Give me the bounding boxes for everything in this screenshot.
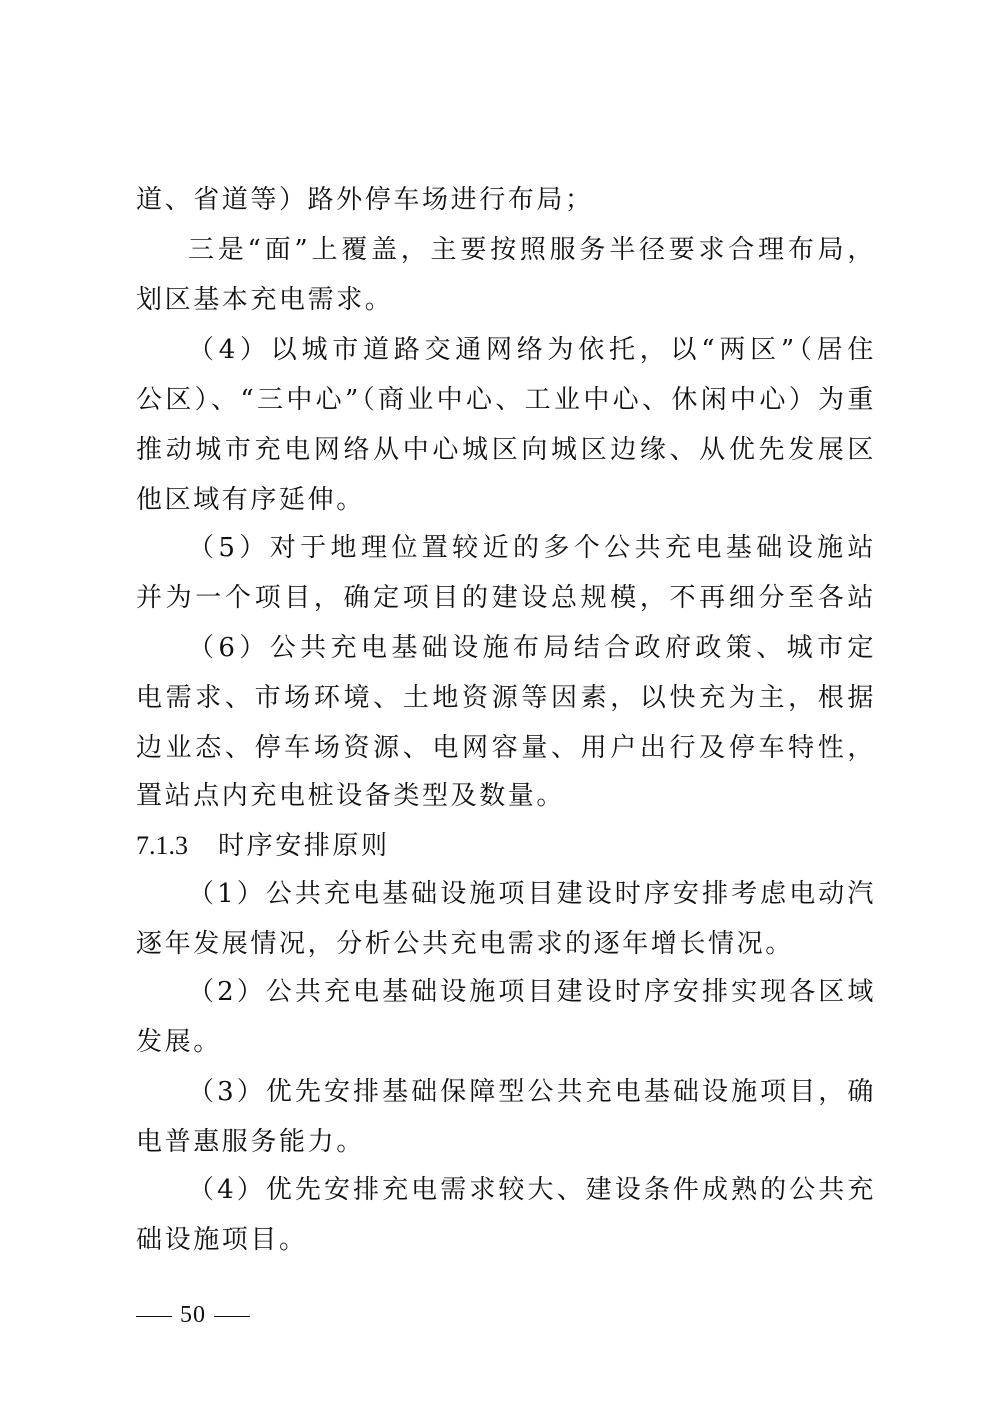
text-line: 础设施项目。 bbox=[136, 1225, 308, 1255]
dash-right bbox=[214, 1316, 250, 1318]
text-line: 边业态、停车场资源、电网容量、用户出行及停车特性， bbox=[136, 733, 876, 763]
section-heading bbox=[136, 829, 876, 863]
text-line: 发展。 bbox=[136, 1027, 222, 1057]
paragraph-first-line: （5）对于地理位置较近的多个公共充电基础设施站 bbox=[188, 533, 876, 563]
text-line: 公区）、“三中心”（商业中心、工业中心、休闲中心）为重 bbox=[136, 385, 876, 415]
section-number: 7.1.3 bbox=[136, 831, 188, 860]
page-number: 50 bbox=[180, 1302, 206, 1328]
text-line: 并为一个项目，确定项目的建设总规模，不再细分至各站 bbox=[136, 583, 876, 613]
page-footer bbox=[136, 1300, 258, 1330]
text-line: 推动城市充电网络从中心城区向城区边缘、从优先发展区 bbox=[136, 435, 876, 465]
paragraph-first-line: （2）公共充电基础设施项目建设时序安排实现各区域 bbox=[188, 977, 876, 1007]
paragraph-first-line: （4）优先安排充电需求较大、建设条件成熟的公共充 bbox=[188, 1175, 876, 1205]
dash-left bbox=[136, 1316, 172, 1318]
section-title: 时序安排原则 bbox=[218, 831, 390, 861]
text-line: 他区域有序延伸。 bbox=[136, 485, 365, 515]
text-line: 逐年发展情况，分析公共充电需求的逐年增长情况。 bbox=[136, 929, 794, 959]
paragraph-first-line: （3）优先安排基础保障型公共充电基础设施项目，确 bbox=[188, 1077, 876, 1107]
paragraph-first-line: （4）以城市道路交通网络为依托，以“两区”（居住 bbox=[188, 335, 876, 365]
text-line: 道、省道等）路外停车场进行布局； bbox=[136, 185, 594, 215]
text-line: 电普惠服务能力。 bbox=[136, 1127, 365, 1157]
text-line: 划区基本充电需求。 bbox=[136, 285, 394, 315]
text-line: 电需求、市场环境、土地资源等因素，以快充为主，根据 bbox=[136, 683, 876, 713]
paragraph-first-line: （6）公共充电基础设施布局结合政府政策、城市定 bbox=[188, 633, 876, 663]
paragraph-first-line: （1）公共充电基础设施项目建设时序安排考虑电动汽 bbox=[188, 879, 876, 909]
text-line: 置站点内充电桩设备类型及数量。 bbox=[136, 781, 566, 811]
paragraph-first-line: 三是“面”上覆盖，主要按照服务半径要求合理布局， bbox=[188, 235, 876, 265]
